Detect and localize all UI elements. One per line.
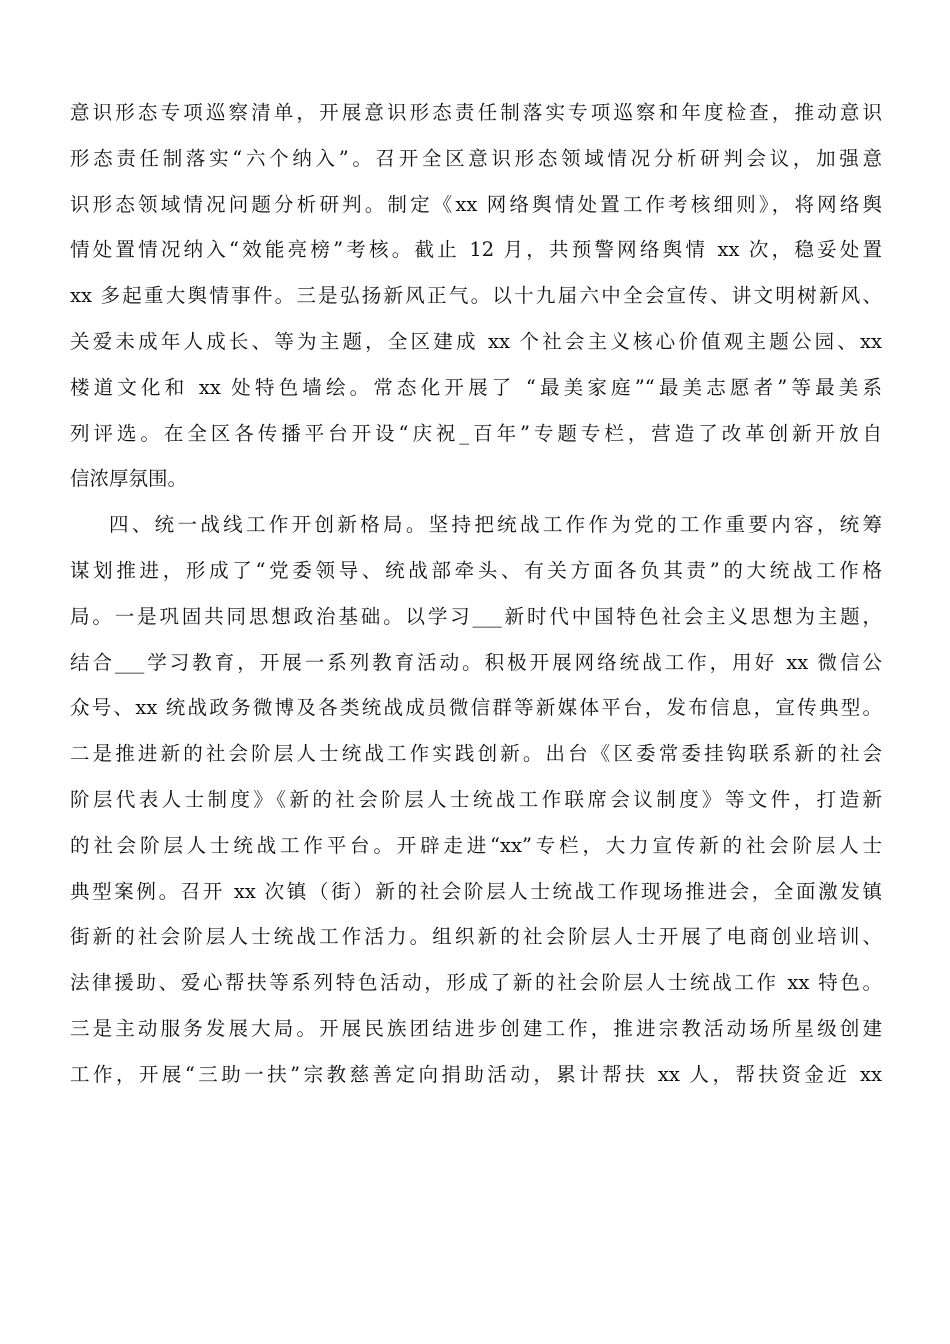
text-line: 街新的社会阶层人士统战工作活力。组织新的社会阶层人士开展了电商创业培训、 [70,925,882,949]
text-line: 情处置情况纳入“效能亮榜”考核。截止 12 月，共预警网络舆情 xx 次，稳妥处置 [70,238,882,262]
document-body [70,90,882,1098]
text-line: 典型案例。召开 xx 次镇（街）新的社会阶层人士统战工作现场推进会，全面激发镇 [70,879,882,903]
paragraph-ideology [70,90,882,502]
text-line: 信浓厚氛围。 [70,467,188,491]
text-line: 工作，开展“三助一扶”宗教慈善定向捐助活动，累计帮扶 xx 人，帮扶资金近 xx [70,1062,882,1086]
text-line: 形态责任制落实“六个纳入”。召开全区意识形态领域情况分析研判会议，加强意 [70,146,882,170]
text-line: 的社会阶层人士统战工作平台。开辟走进“xx”专栏，大力宣传新的社会阶层人士 [70,833,882,857]
paragraph-united-front [70,502,882,1097]
text-line: 阶层代表人士制度》《新的社会阶层人士统战工作联席会议制度》等文件，打造新 [70,787,882,811]
text-line: 四、统一战线工作开创新格局。坚持把统战工作作为党的工作重要内容，统筹 [109,513,882,537]
text-line: 二是推进新的社会阶层人士统战工作实践创新。出台《区委常委挂钩联系新的社会 [70,742,882,766]
text-line: 结合___学习教育，开展一系列教育活动。积极开展网络统战工作，用好 xx 微信公 [70,650,882,674]
text-line: 识形态领域情况问题分析研判。制定《xx 网络舆情处置工作考核细则》，将网络舆 [70,192,882,216]
text-line: 楼道文化和 xx 处特色墙绘。常态化开展了 “最美家庭”“最美志愿者”等最美系 [70,375,882,399]
text-line: 列评选。在全区各传播平台开设“庆祝_百年”专题专栏，营造了改革创新开放自 [70,421,882,445]
text-line: 法律援助、爱心帮扶等系列特色活动，形成了新的社会阶层人士统战工作 xx 特色。 [70,971,882,995]
text-line: 关爱未成年人成长、等为主题，全区建成 xx 个社会主义核心价值观主题公园、xx [70,329,882,353]
text-line: 众号、xx 统战政务微博及各类统战成员微信群等新媒体平台，发布信息，宣传典型。 [70,696,882,720]
text-line: 意识形态专项巡察清单，开展意识形态责任制落实专项巡察和年度检查，推动意识 [70,101,882,124]
text-line: 局。一是巩固共同思想政治基础。以学习___新时代中国特色社会主义思想为主题， [70,604,882,628]
text-line: 谋划推进，形成了“党委领导、统战部牵头、有关方面各负其责”的大统战工作格 [70,558,882,582]
text-line: 三是主动服务发展大局。开展民族团结进步创建工作，推进宗教活动场所星级创建 [70,1016,882,1040]
text-line: xx 多起重大舆情事件。三是弘扬新风正气。以十九届六中全会宣传、讲文明树新风、 [70,284,882,308]
